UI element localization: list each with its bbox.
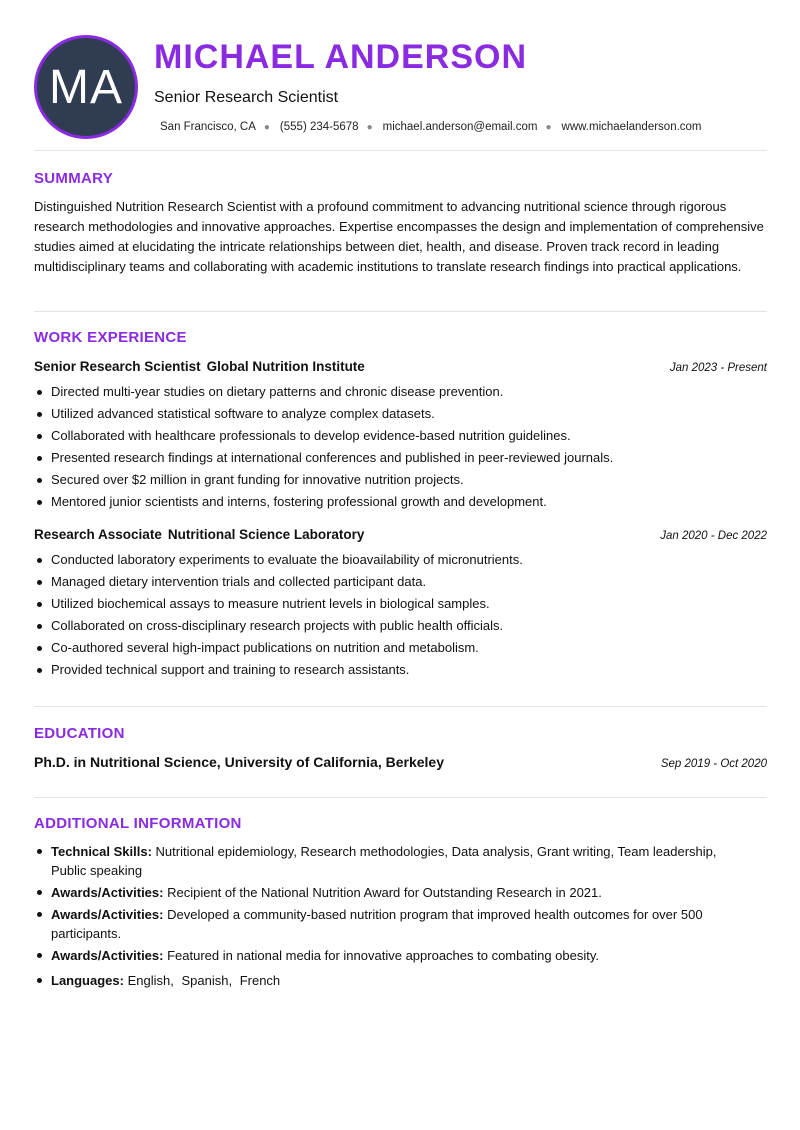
language: English,	[127, 973, 174, 988]
separator-dot-icon: ●	[263, 121, 270, 133]
languages-item	[34, 971, 734, 990]
job-bullets	[34, 549, 767, 681]
list-item: Conducted laboratory experiments to evaluate the bioavailability of micronutrients.	[34, 549, 767, 571]
experience-heading: WORK EXPERIENCE	[34, 329, 187, 346]
list-item	[34, 946, 734, 965]
job-company: Global Nutrition Institute	[206, 359, 365, 374]
additional-heading: ADDITIONAL INFORMATION	[34, 815, 242, 832]
separator-dot-icon: ●	[366, 121, 373, 133]
job-position: Senior Research Scientist	[34, 359, 201, 374]
list-item: Provided technical support and training to research assistants.	[34, 659, 767, 681]
job-header	[34, 359, 767, 374]
item-text: Featured in national media for innovative approaches to combating obesity.	[167, 948, 600, 963]
item-label: Awards/Activities:	[51, 948, 164, 963]
section-divider	[34, 150, 767, 151]
avatar-initials: MA	[49, 60, 123, 114]
education-heading: EDUCATION	[34, 725, 125, 742]
list-item: Secured over $2 million in grant funding for innovative nutrition projects.	[34, 469, 767, 491]
avatar	[34, 35, 138, 139]
list-item: Managed dietary intervention trials and collected participant data.	[34, 571, 767, 593]
job-title	[34, 359, 365, 374]
section-divider	[34, 797, 767, 798]
job-company: Nutritional Science Laboratory	[167, 527, 365, 542]
item-label: Awards/Activities:	[51, 885, 164, 900]
list-item: Co-authored several high-impact publications on nutrition and metabolism.	[34, 637, 767, 659]
education-entry	[34, 754, 767, 770]
list-item: Presented research findings at international conferences and published in peer-reviewed journals.	[34, 447, 767, 469]
separator-dot-icon: ●	[545, 121, 552, 133]
list-item: Utilized biochemical assays to measure nutrient levels in biological samples.	[34, 593, 767, 615]
contact-line	[160, 121, 702, 133]
job-bullets	[34, 381, 767, 513]
section-divider	[34, 706, 767, 707]
job-header	[34, 527, 767, 542]
language: French	[239, 973, 281, 988]
list-item: Utilized advanced statistical software to analyze complex datasets.	[34, 403, 767, 425]
language: Spanish,	[181, 973, 233, 988]
languages-label: Languages:	[51, 973, 124, 988]
list-item: Collaborated with healthcare professionals to develop evidence-based nutrition guidelines.	[34, 425, 767, 447]
list-item	[34, 905, 734, 943]
list-item: Directed multi-year studies on dietary patterns and chronic disease prevention.	[34, 381, 767, 403]
contact-location: San Francisco, CA	[160, 121, 256, 133]
section-divider	[34, 311, 767, 312]
candidate-name: MICHAEL ANDERSON	[154, 38, 528, 76]
item-label: Technical Skills:	[51, 844, 152, 859]
contact-website[interactable]: www.michaelanderson.com	[561, 121, 702, 133]
summary-heading: SUMMARY	[34, 170, 114, 187]
item-text: Recipient of the National Nutrition Award for Outstanding Research in 2021.	[167, 885, 602, 900]
list-item: Collaborated on cross-disciplinary research projects with public health officials.	[34, 615, 767, 637]
list-item	[34, 883, 734, 902]
job-dates: Jan 2023 - Present	[669, 362, 767, 374]
job-title	[34, 527, 364, 542]
list-item	[34, 842, 734, 880]
education-dates: Sep 2019 - Oct 2020	[660, 758, 767, 770]
contact-email[interactable]: michael.anderson@email.com	[382, 121, 538, 133]
item-label: Awards/Activities:	[51, 907, 164, 922]
additional-list	[34, 842, 734, 993]
contact-phone[interactable]: (555) 234-5678	[279, 121, 359, 133]
education-degree: Ph.D. in Nutritional Science, University of California, Berkeley	[34, 754, 444, 770]
job-position: Research Associate	[34, 527, 162, 542]
candidate-role: Senior Research Scientist	[154, 89, 339, 106]
job-dates: Jan 2020 - Dec 2022	[660, 530, 767, 542]
item-text: Developed a community-based nutrition program that improved health outcomes for over 500 participants.	[51, 907, 703, 941]
summary-text: Distinguished Nutrition Research Scientist with a profound commitment to advancing nutritional science through rigorous research methodologies and innovative approaches. Expertise encompasses the design and implementation of comprehensive studies aimed at elucidating the intricate relationships between diet, health, and disease. Proven track record in leading multidisciplinary teams and collaborating with academic institutions to translate research findings into practical applications.	[34, 199, 764, 274]
item-text: Nutritional epidemiology, Research methodologies, Data analysis, Grant writing, Team leadership, Public speaking	[51, 844, 717, 878]
list-item: Mentored junior scientists and interns, fostering professional growth and development.	[34, 491, 767, 513]
